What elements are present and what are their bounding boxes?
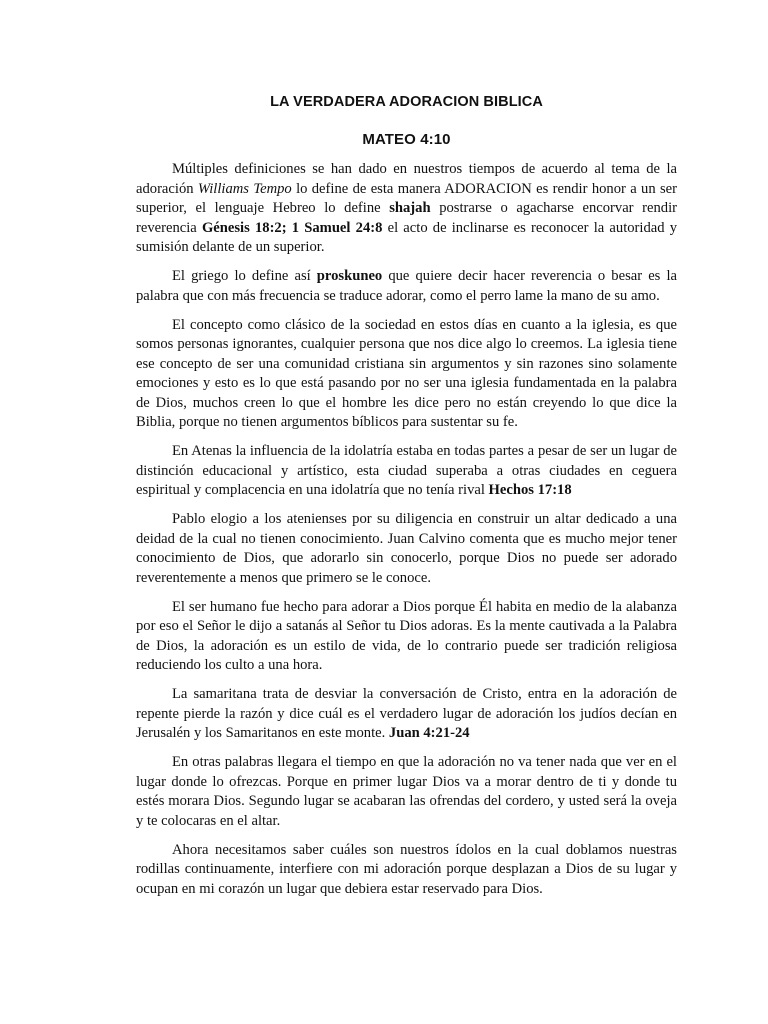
paragraph-text: que quiere decir hacer reverencia o besar es la palabra que con más frecuencia se traduce adorar, como el perro lame la mano de su amo.: [136, 268, 677, 304]
body-paragraph: [136, 316, 677, 433]
paragraph-text: La samaritana trata de desviar la conversación de Cristo, entra en la adoración de repente pierde la razón y dice cuál es el verdadero lugar de adoración los judíos decían en Jerusalén y los Samaritanos en este monte.: [136, 686, 677, 741]
body-paragraph: [136, 753, 677, 831]
bold-text: Juan 4:21-24: [388, 725, 470, 741]
paragraph-text: Múltiples definiciones se han dado en nuestros tiempos de acuerdo al tema de la adoración: [136, 161, 677, 197]
paragraph-text: En Atenas la influencia de la idolatría estaba en todas partes a pesar de ser un lugar de distinción educacional y artístico, esta ciudad superaba a otras ciudades en ceguera espiritual y complacencia en una idolatría que no tenía rival: [136, 443, 677, 498]
body-paragraph: [136, 841, 677, 900]
paragraph-text: el acto de inclinarse es reconocer la autoridad y sumisión delante de un superior.: [136, 219, 678, 255]
document-subtitle: MATEO 4:10: [362, 131, 451, 148]
body-paragraph: [136, 267, 677, 306]
italic-text: Williams Tempo: [197, 180, 292, 197]
paragraph-text: El griego lo define así: [172, 268, 317, 284]
body-paragraph: [136, 510, 677, 588]
document-body: [136, 160, 677, 899]
body-paragraph: [136, 442, 677, 501]
paragraph-text: lo define de esta manera ADORACION es rendir honor a un ser superior, el lenguaje Hebreo lo define: [136, 180, 677, 216]
paragraph-text: Pablo elogio a los atenienses por su diligencia en construir un altar dedicado a una deidad de la cual no tienen conocimiento. Juan Calvino comenta que es mucho mejor tener conocimiento de Dios, que adorarlo sin conocerlo, porque Dios no puede ser adorado reverentemente a menos que primero se le conoce.: [136, 511, 677, 586]
body-paragraph: [136, 598, 677, 676]
body-paragraph: [136, 160, 677, 258]
bold-text: proskuneo: [316, 268, 383, 284]
bold-text: Génesis 18:2; 1 Samuel 24:8: [201, 219, 383, 236]
document-title: LA VERDADERA ADORACION BIBLICA: [270, 94, 543, 110]
paragraph-text: En otras palabras llegara el tiempo en que la adoración no va tener nada que ver en el lugar donde lo ofrezcas. Porque en primer lugar Dios va a morar dentro de ti y donde tu estés morara Dios. Segundo lugar se acabaran las ofrendas del cordero, y usted será la oveja y te colocaras en el altar.: [136, 754, 677, 829]
bold-text: Hechos 17:18: [488, 482, 572, 498]
paragraph-text: El concepto como clásico de la sociedad en estos días en cuanto a la iglesia, es que somos personas ignorantes, cualquier persona que nos dice algo lo creemos. La iglesia tiene ese concepto de ser una comunidad cristiana sin argumentos y sin razones sino solamente emociones y esto es lo que está pasando por no ser una iglesia fundamentada en la palabra de Dios, muchos creen lo que el hombre les dice pero no están creyendo lo que dice la Biblia, porque no tienen argumentos bíblicos para sustentar su fe.: [136, 316, 677, 430]
paragraph-text: Ahora necesitamos saber cuáles son nuestros ídolos en la cual doblamos nuestras rodillas continuamente, interfiere con mi adoración porque desplazan a Dios de su lugar y ocupan en mi corazón un lugar que debiera estar reservado para Dios.: [136, 841, 677, 897]
paragraph-text: postrarse o agacharse encorvar rendir reverencia: [136, 200, 677, 236]
paragraph-text: El ser humano fue hecho para adorar a Dios porque Él habita en medio de la alabanza por eso el Señor le dijo a satanás al Señor tu Dios adoras. Es la mente cautivada a la Palabra de Dios, la adoración es un estilo de vida, de lo contrario puede ser tradición religiosa reduciendo los culto a una hora.: [136, 598, 677, 673]
bold-text: shajah: [389, 200, 431, 216]
body-paragraph: [136, 685, 677, 744]
